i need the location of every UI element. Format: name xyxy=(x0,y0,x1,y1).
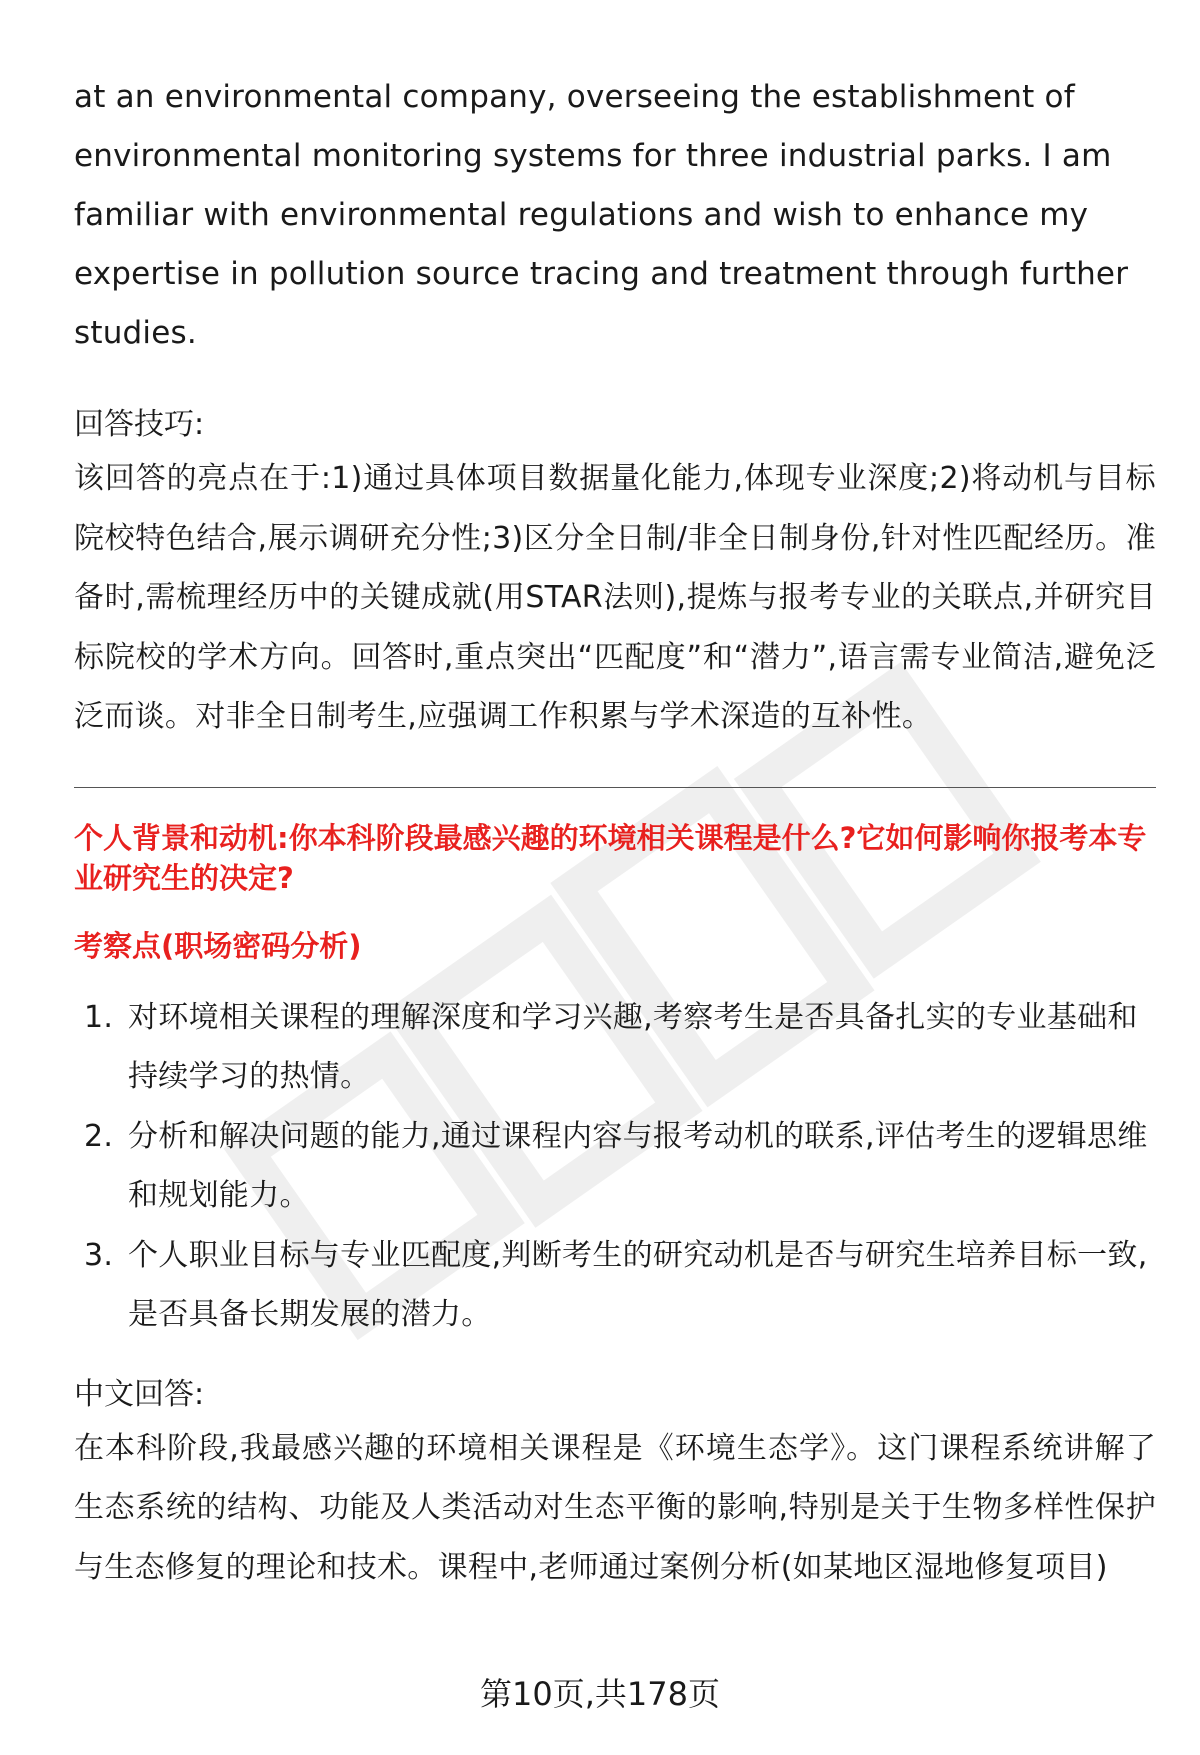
tips-label: 回答技巧: xyxy=(74,407,205,442)
list-item xyxy=(74,1107,1156,1226)
assessment-points-heading: 考察点(职场密码分析) xyxy=(74,928,362,963)
assessment-points-list xyxy=(74,988,1156,1345)
english-answer-paragraph: at an environmental company, overseeing the establishment of environmental monitoring systems for three industrial parks. I am familiar with environmental regulations and wish to enhance my expertise in pollution source tracing and treatment through further studies. xyxy=(74,79,1129,351)
list-item-text: 分析和解决问题的能力,通过课程内容与报考动机的联系,评估考生的逻辑思维和规划能力。 xyxy=(128,1118,1148,1213)
tips-paragraph: 该回答的亮点在于:1)通过具体项目数据量化能力,体现专业深度;2)将动机与目标院校特色结合,展示调研充分性;3)区分全日制/非全日制身份,针对性匹配经历。准备时,需梳理经历中的关键成就(用STAR法则),提炼与报考专业的关联点,并研究目标院校的学术方向。回答时,重点突出“匹配度”和“潜力”,语言需专业简洁,避免泛泛而谈。对非全日制考生,应强调工作积累与学术深造的互补性。 xyxy=(74,461,1156,734)
section-divider xyxy=(74,787,1156,788)
list-item-number: 1. xyxy=(84,999,114,1035)
list-item-text: 个人职业目标与专业匹配度,判断考生的研究动机是否与研究生培养目标一致,是否具备长期发展的潜力。 xyxy=(128,1237,1148,1332)
list-item xyxy=(74,1226,1156,1345)
list-item-text: 对环境相关课程的理解深度和学习兴趣,考察考生是否具备扎实的专业基础和持续学习的热情。 xyxy=(128,999,1138,1094)
list-item-number: 3. xyxy=(84,1237,114,1273)
chinese-answer-label: 中文回答: xyxy=(74,1376,205,1412)
question-heading: 个人背景和动机:你本科阶段最感兴趣的环境相关课程是什么?它如何影响你报考本专业研究生的决定? xyxy=(74,820,1147,895)
chinese-answer-paragraph: 在本科阶段,我最感兴趣的环境相关课程是《环境生态学》。这门课程系统讲解了生态系统的结构、功能及人类活动对生态平衡的影响,特别是关于生物多样性保护与生态修复的理论和技术。课程中,老师通过案例分析(如某地区湿地修复项目) xyxy=(74,1430,1156,1585)
list-item xyxy=(74,988,1156,1107)
page-footer: 第10页,共178页 xyxy=(480,1675,720,1713)
list-item-number: 2. xyxy=(84,1118,114,1154)
document-page xyxy=(74,68,1156,1597)
